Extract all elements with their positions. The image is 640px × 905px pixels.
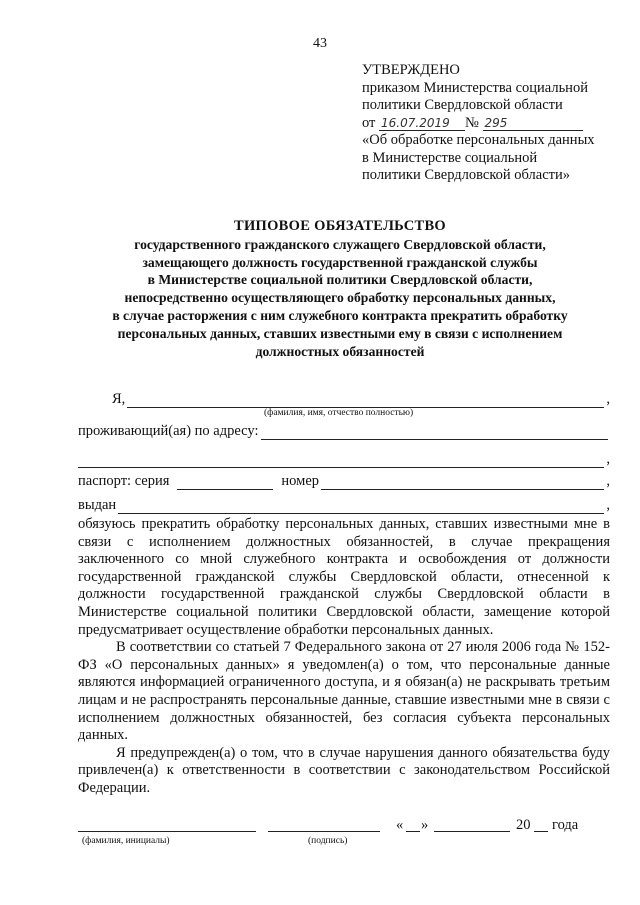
approval-subject-2: в Министерстве социальной xyxy=(362,149,538,166)
name-initials-caption: (фамилия, инициалы) xyxy=(82,836,170,846)
passport-number-field[interactable] xyxy=(321,475,604,490)
approval-date-number-line xyxy=(362,115,612,133)
day-field[interactable] xyxy=(406,831,420,832)
issued-label: выдан xyxy=(78,497,117,513)
date-open-quote: « xyxy=(396,817,404,833)
name-row xyxy=(112,388,610,408)
full-name-field[interactable] xyxy=(127,393,604,408)
approval-heading: УТВЕРЖДЕНО xyxy=(362,62,460,78)
passport-number-label: номер xyxy=(281,473,320,489)
document-title xyxy=(40,218,640,360)
name-caption: (фамилия, имя, отчество полностью) xyxy=(264,408,414,418)
title-line-1: государственного гражданского служащего Свердловской области, xyxy=(134,236,546,252)
passport-series-label: паспорт: серия xyxy=(78,473,170,489)
issued-by-field[interactable] xyxy=(118,499,604,514)
paragraph-2: В соответствии со статьей 7 Федерального закона от 27 июля 2006 года № 152-ФЗ «О персональных данных» я уведомлен(а) о том, что персональные данные являются информацией ограниченного доступа, и я обязан(а) не раскрывать третьим лицам и не распространять персональные данные, ставшие известными мне в связи с исполнением должностных обязанностей, без согласия субъекта персональных данных. xyxy=(78,639,610,744)
approval-line-1: приказом Министерства социальной xyxy=(362,79,588,96)
title-line-6: персональных данных, ставших известными ему в связи с исполнением xyxy=(117,325,563,341)
address-label: проживающий(ая) по адресу: xyxy=(78,423,259,439)
address-comma: , xyxy=(606,451,610,467)
handwritten-number: 295 xyxy=(483,116,583,131)
issued-comma: , xyxy=(606,497,610,513)
address-field-continued[interactable] xyxy=(78,453,604,468)
paragraph-1: обязуюсь прекратить обработку персональных данных, ставших известными мне в связи с исполнением должностных обязанностей, в случае прекращения заключенного со мной служебного контракта и освобождения от должности государственной гражданской службы Свердловской области, отнесенной к должности государственной гражданской службы Свердловской области в Министерстве социальной политики Свердловской области, замещение которой предусматривает осуществление обработки персональных данных. xyxy=(78,516,610,638)
approval-block xyxy=(362,62,612,185)
month-field[interactable] xyxy=(434,831,510,832)
title-line-5: в случае расторжения с ним служебного контракта прекратить обработку xyxy=(112,307,568,323)
paragraph-3: Я предупрежден(а) о том, что в случае нарушения данного обязательства буду привлечен(а) к ответственности в соответствии с законодательством Российской Федерации. xyxy=(78,744,610,796)
number-prefix: № xyxy=(465,114,479,131)
obligation-text xyxy=(78,516,610,798)
title-line-2: замещающего должность государственной гражданской службы xyxy=(142,254,538,270)
from-prefix: от xyxy=(362,114,376,131)
name-initials-field[interactable] xyxy=(78,831,256,832)
passport-series-field[interactable] xyxy=(177,475,273,490)
passport-comma: , xyxy=(606,473,610,489)
approval-line-2: политики Свердловской области xyxy=(362,97,563,113)
signature-field[interactable] xyxy=(268,831,380,832)
page-number: 43 xyxy=(313,36,327,51)
title-line-4: непосредственно осуществляющего обработку персональных данных, xyxy=(124,290,556,306)
title-line-3: в Министерстве социальной политики Свердловской области, xyxy=(147,272,533,288)
year-field[interactable] xyxy=(534,831,548,832)
address-row xyxy=(78,420,610,440)
address-field[interactable] xyxy=(261,425,609,440)
signature-row xyxy=(78,816,610,834)
approval-subject-1: «Об обработке персональных данных xyxy=(362,132,595,148)
title-line-7: должностных обязанностей xyxy=(255,343,425,359)
i-label: Я, xyxy=(112,391,126,407)
issued-row xyxy=(78,494,610,514)
signature-caption: (подпись) xyxy=(308,836,348,846)
approval-subject-3: политики Свердловской области» xyxy=(362,167,570,183)
address-continuation-row xyxy=(78,448,610,468)
passport-row xyxy=(78,470,610,490)
year-prefix: 20 xyxy=(516,817,531,833)
handwritten-date: 16.07.2019 xyxy=(379,116,465,131)
title-main: ТИПОВОЕ ОБЯЗАТЕЛЬСТВО xyxy=(233,218,447,234)
name-comma: , xyxy=(606,391,610,407)
year-suffix: года xyxy=(552,817,579,833)
date-close-quote: » xyxy=(421,817,429,833)
